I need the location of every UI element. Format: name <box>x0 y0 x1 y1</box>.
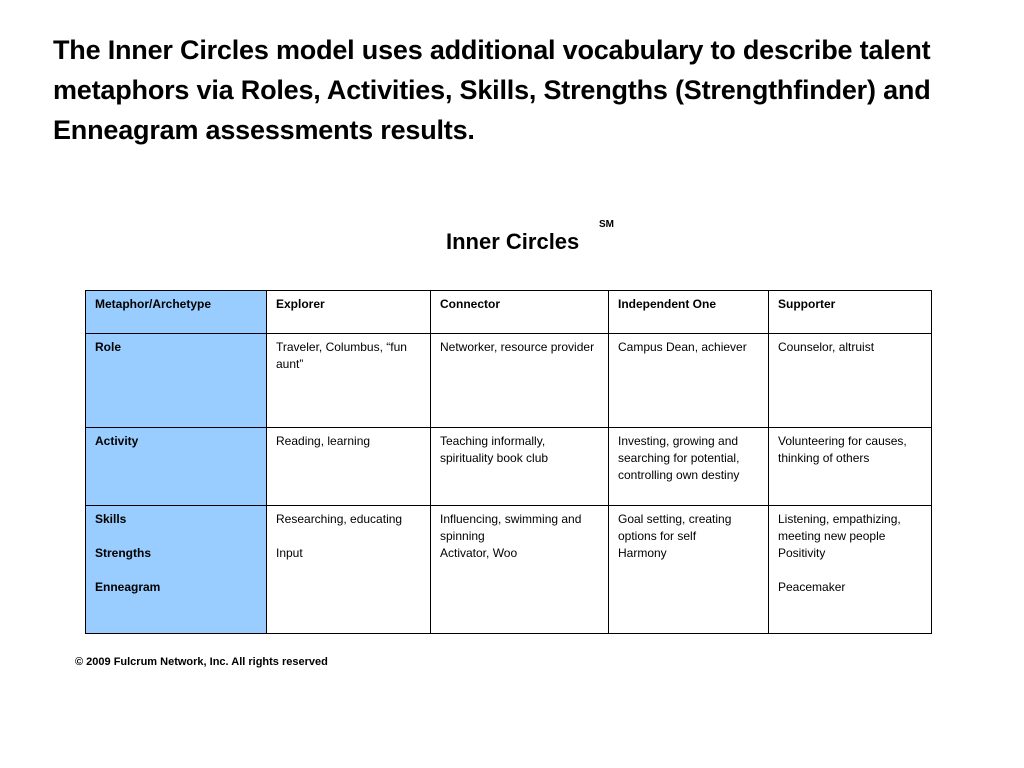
row-label-enneagram: Enneagram <box>95 580 161 594</box>
skills-cell-independent-one <box>609 506 769 634</box>
row-label-strengths: Strengths <box>95 546 152 560</box>
archetype-table <box>85 290 932 634</box>
skills-value-independent-one: Goal setting, creating options for self <box>618 512 732 543</box>
skills-cell-connector <box>431 506 609 634</box>
row-label-skills: Skills <box>95 512 127 526</box>
copyright-notice: © 2009 Fulcrum Network, Inc. All rights reserved <box>75 656 328 668</box>
skills-value-connector: Influencing, swimming and spinning <box>440 512 582 543</box>
activity-cell-supporter: Volunteering for causes, thinking of others <box>769 428 932 506</box>
role-cell-independent-one: Campus Dean, achiever <box>609 334 769 428</box>
skills-value-supporter: Listening, empathizing, meeting new people <box>778 512 901 543</box>
role-cell-connector: Networker, resource provider <box>431 334 609 428</box>
table-row-role <box>86 334 932 428</box>
header-cell-explorer: Explorer <box>267 291 431 334</box>
header-cell-independent-one: Independent One <box>609 291 769 334</box>
strengths-value-independent-one: Harmony <box>618 546 667 560</box>
skills-cell-explorer <box>267 506 431 634</box>
header-cell-supporter: Supporter <box>769 291 932 334</box>
table-row-skills <box>86 506 932 634</box>
strengths-value-supporter: Positivity <box>778 546 826 560</box>
row-labels-skills-strengths-enneagram <box>86 506 267 634</box>
table-header-row <box>86 291 932 334</box>
activity-cell-explorer: Reading, learning <box>267 428 431 506</box>
row-label-role: Role <box>86 334 267 428</box>
inner-circles-title <box>446 219 614 256</box>
strengths-value-connector: Activator, Woo <box>440 546 518 560</box>
header-cell-metaphor: Metaphor/Archetype <box>86 291 267 334</box>
activity-cell-independent-one: Investing, growing and searching for potential, controlling own destiny <box>609 428 769 506</box>
strengths-value-explorer: Input <box>276 546 303 560</box>
table-row-activity <box>86 428 932 506</box>
header-cell-connector: Connector <box>431 291 609 334</box>
slide-headline: The Inner Circles model uses additional vocabulary to describe talent metaphors via Roles, Activities, Skills, Strengths (Strengthfinder) and Enneagram assessments results. <box>53 35 931 145</box>
service-mark: SM <box>599 219 614 230</box>
role-cell-supporter: Counselor, altruist <box>769 334 932 428</box>
title-text: Inner Circles <box>446 229 580 254</box>
activity-cell-connector: Teaching informally, spirituality book club <box>431 428 609 506</box>
skills-cell-supporter <box>769 506 932 634</box>
enneagram-value-supporter: Peacemaker <box>778 580 846 594</box>
row-label-activity: Activity <box>86 428 267 506</box>
skills-value-explorer: Researching, educating <box>276 512 403 526</box>
role-cell-explorer: Traveler, Columbus, “fun aunt” <box>267 334 431 428</box>
